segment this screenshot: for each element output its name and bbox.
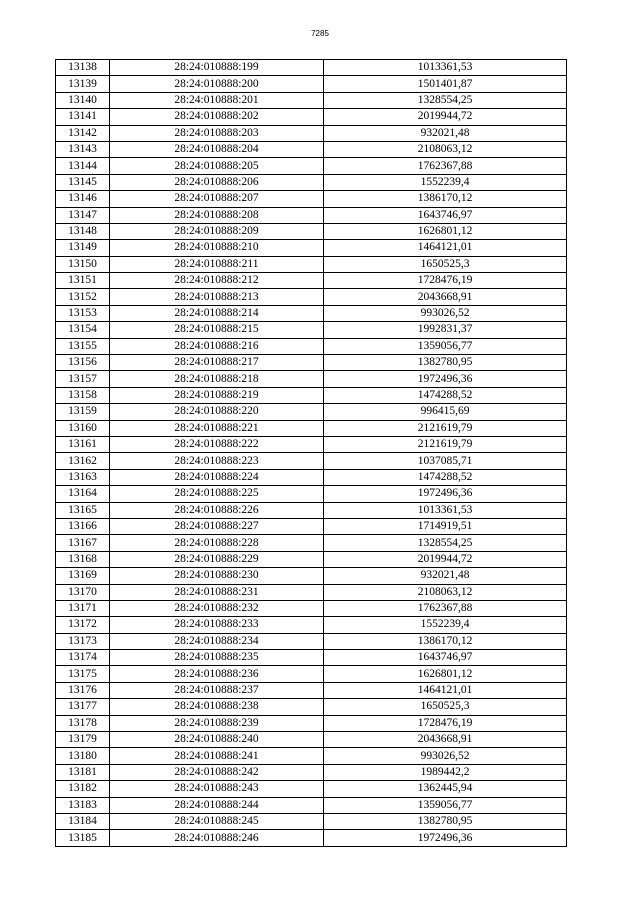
row-number-cell: 13159 [56, 404, 110, 420]
cadastral-number-cell: 28:24:010888:213 [110, 289, 324, 305]
cadastral-number-cell: 28:24:010888:200 [110, 76, 324, 92]
cadastral-number-cell: 28:24:010888:217 [110, 355, 324, 371]
row-number-cell: 13177 [56, 699, 110, 715]
table-row [56, 174, 567, 190]
cadastral-number-cell: 28:24:010888:205 [110, 158, 324, 174]
cadastral-number-cell: 28:24:010888:230 [110, 568, 324, 584]
value-cell: 1762367,88 [324, 600, 567, 616]
value-cell: 993026,52 [324, 305, 567, 321]
table-row [56, 60, 567, 76]
row-number-cell: 13166 [56, 518, 110, 534]
table-row [56, 486, 567, 502]
value-cell: 1362445,94 [324, 781, 567, 797]
row-number-cell: 13138 [56, 60, 110, 76]
row-number-cell: 13158 [56, 387, 110, 403]
value-cell: 1762367,88 [324, 158, 567, 174]
value-cell: 2121619,79 [324, 436, 567, 452]
value-cell: 1643746,97 [324, 650, 567, 666]
value-cell: 1972496,36 [324, 371, 567, 387]
page-number: 7285 [311, 29, 329, 38]
row-number-cell: 13154 [56, 322, 110, 338]
value-cell: 1037085,71 [324, 453, 567, 469]
table-row [56, 273, 567, 289]
table-row [56, 633, 567, 649]
cadastral-value-table [55, 59, 567, 847]
value-cell: 1626801,12 [324, 666, 567, 682]
cadastral-number-cell: 28:24:010888:235 [110, 650, 324, 666]
cadastral-number-cell: 28:24:010888:242 [110, 764, 324, 780]
value-cell: 1474288,52 [324, 469, 567, 485]
cadastral-number-cell: 28:24:010888:225 [110, 486, 324, 502]
row-number-cell: 13178 [56, 715, 110, 731]
value-cell: 1992831,37 [324, 322, 567, 338]
row-number-cell: 13175 [56, 666, 110, 682]
row-number-cell: 13147 [56, 207, 110, 223]
table-row [56, 109, 567, 125]
cadastral-number-cell: 28:24:010888:211 [110, 256, 324, 272]
row-number-cell: 13162 [56, 453, 110, 469]
table-row [56, 830, 567, 846]
cadastral-number-cell: 28:24:010888:245 [110, 813, 324, 829]
cadastral-number-cell: 28:24:010888:204 [110, 141, 324, 157]
table-row [56, 240, 567, 256]
table-row [56, 256, 567, 272]
row-number-cell: 13184 [56, 813, 110, 829]
cadastral-number-cell: 28:24:010888:212 [110, 273, 324, 289]
value-cell: 1552239,4 [324, 174, 567, 190]
table-row [56, 289, 567, 305]
table-row [56, 76, 567, 92]
row-number-cell: 13182 [56, 781, 110, 797]
table-row [56, 436, 567, 452]
row-number-cell: 13145 [56, 174, 110, 190]
cadastral-number-cell: 28:24:010888:216 [110, 338, 324, 354]
value-cell: 1474288,52 [324, 387, 567, 403]
cadastral-number-cell: 28:24:010888:240 [110, 732, 324, 748]
row-number-cell: 13169 [56, 568, 110, 584]
row-number-cell: 13140 [56, 92, 110, 108]
value-cell: 1386170,12 [324, 633, 567, 649]
value-cell: 1464121,01 [324, 240, 567, 256]
table-row [56, 600, 567, 616]
table-row [56, 748, 567, 764]
row-number-cell: 13171 [56, 600, 110, 616]
cadastral-number-cell: 28:24:010888:229 [110, 551, 324, 567]
cadastral-number-cell: 28:24:010888:220 [110, 404, 324, 420]
value-cell: 2043668,91 [324, 289, 567, 305]
row-number-cell: 13153 [56, 305, 110, 321]
value-cell: 2019944,72 [324, 109, 567, 125]
row-number-cell: 13170 [56, 584, 110, 600]
cadastral-number-cell: 28:24:010888:208 [110, 207, 324, 223]
cadastral-number-cell: 28:24:010888:232 [110, 600, 324, 616]
value-cell: 1714919,51 [324, 518, 567, 534]
value-cell: 1626801,12 [324, 223, 567, 239]
value-cell: 993026,52 [324, 748, 567, 764]
cadastral-number-cell: 28:24:010888:202 [110, 109, 324, 125]
cadastral-number-cell: 28:24:010888:214 [110, 305, 324, 321]
row-number-cell: 13180 [56, 748, 110, 764]
cadastral-number-cell: 28:24:010888:244 [110, 797, 324, 813]
cadastral-number-cell: 28:24:010888:224 [110, 469, 324, 485]
value-cell: 1386170,12 [324, 191, 567, 207]
value-cell: 1382780,95 [324, 813, 567, 829]
cadastral-number-cell: 28:24:010888:203 [110, 125, 324, 141]
row-number-cell: 13151 [56, 273, 110, 289]
row-number-cell: 13143 [56, 141, 110, 157]
value-cell: 1464121,01 [324, 682, 567, 698]
value-cell: 2108063,12 [324, 584, 567, 600]
row-number-cell: 13141 [56, 109, 110, 125]
row-number-cell: 13176 [56, 682, 110, 698]
cadastral-number-cell: 28:24:010888:201 [110, 92, 324, 108]
cadastral-number-cell: 28:24:010888:238 [110, 699, 324, 715]
cadastral-number-cell: 28:24:010888:241 [110, 748, 324, 764]
value-cell: 1643746,97 [324, 207, 567, 223]
table-row [56, 223, 567, 239]
cadastral-number-cell: 28:24:010888:209 [110, 223, 324, 239]
value-cell: 932021,48 [324, 568, 567, 584]
table-row [56, 666, 567, 682]
value-cell: 1328554,25 [324, 92, 567, 108]
table-body [56, 60, 567, 847]
table-row [56, 568, 567, 584]
cadastral-number-cell: 28:24:010888:239 [110, 715, 324, 731]
value-cell: 2108063,12 [324, 141, 567, 157]
table-row [56, 355, 567, 371]
cadastral-number-cell: 28:24:010888:221 [110, 420, 324, 436]
value-cell: 2121619,79 [324, 420, 567, 436]
cadastral-number-cell: 28:24:010888:222 [110, 436, 324, 452]
cadastral-number-cell: 28:24:010888:236 [110, 666, 324, 682]
value-cell: 1501401,87 [324, 76, 567, 92]
table-row [56, 535, 567, 551]
table-row [56, 781, 567, 797]
value-cell: 2043668,91 [324, 732, 567, 748]
table-row [56, 453, 567, 469]
row-number-cell: 13168 [56, 551, 110, 567]
row-number-cell: 13155 [56, 338, 110, 354]
row-number-cell: 13160 [56, 420, 110, 436]
row-number-cell: 13165 [56, 502, 110, 518]
cadastral-number-cell: 28:24:010888:215 [110, 322, 324, 338]
cadastral-number-cell: 28:24:010888:207 [110, 191, 324, 207]
row-number-cell: 13172 [56, 617, 110, 633]
table-row [56, 682, 567, 698]
row-number-cell: 13139 [56, 76, 110, 92]
table-row [56, 158, 567, 174]
value-cell: 1650525,3 [324, 699, 567, 715]
cadastral-number-cell: 28:24:010888:226 [110, 502, 324, 518]
row-number-cell: 13142 [56, 125, 110, 141]
value-cell: 1728476,19 [324, 715, 567, 731]
table-row [56, 92, 567, 108]
table-row [56, 699, 567, 715]
table-row [56, 764, 567, 780]
table-row [56, 207, 567, 223]
value-cell: 1013361,53 [324, 502, 567, 518]
value-cell: 932021,48 [324, 125, 567, 141]
row-number-cell: 13148 [56, 223, 110, 239]
row-number-cell: 13152 [56, 289, 110, 305]
row-number-cell: 13161 [56, 436, 110, 452]
cadastral-number-cell: 28:24:010888:233 [110, 617, 324, 633]
value-cell: 1359056,77 [324, 338, 567, 354]
table-row [56, 813, 567, 829]
value-cell: 1972496,36 [324, 486, 567, 502]
cadastral-number-cell: 28:24:010888:219 [110, 387, 324, 403]
row-number-cell: 13181 [56, 764, 110, 780]
table-row [56, 797, 567, 813]
row-number-cell: 13183 [56, 797, 110, 813]
row-number-cell: 13163 [56, 469, 110, 485]
cadastral-number-cell: 28:24:010888:231 [110, 584, 324, 600]
cadastral-number-cell: 28:24:010888:237 [110, 682, 324, 698]
cadastral-number-cell: 28:24:010888:210 [110, 240, 324, 256]
value-cell: 2019944,72 [324, 551, 567, 567]
cadastral-number-cell: 28:24:010888:223 [110, 453, 324, 469]
value-cell: 996415,69 [324, 404, 567, 420]
value-cell: 1972496,36 [324, 830, 567, 846]
row-number-cell: 13146 [56, 191, 110, 207]
row-number-cell: 13156 [56, 355, 110, 371]
table-row [56, 141, 567, 157]
cadastral-number-cell: 28:24:010888:199 [110, 60, 324, 76]
row-number-cell: 13157 [56, 371, 110, 387]
cadastral-number-cell: 28:24:010888:228 [110, 535, 324, 551]
cadastral-number-cell: 28:24:010888:206 [110, 174, 324, 190]
table-row [56, 305, 567, 321]
table-row [56, 322, 567, 338]
row-number-cell: 13150 [56, 256, 110, 272]
table-row [56, 469, 567, 485]
cadastral-number-cell: 28:24:010888:218 [110, 371, 324, 387]
table-row [56, 420, 567, 436]
table-row [56, 404, 567, 420]
table-row [56, 715, 567, 731]
table-row [56, 125, 567, 141]
cadastral-number-cell: 28:24:010888:246 [110, 830, 324, 846]
value-cell: 1013361,53 [324, 60, 567, 76]
table-row [56, 650, 567, 666]
value-cell: 1382780,95 [324, 355, 567, 371]
table-row [56, 551, 567, 567]
row-number-cell: 13167 [56, 535, 110, 551]
cadastral-number-cell: 28:24:010888:243 [110, 781, 324, 797]
table-row [56, 617, 567, 633]
cadastral-number-cell: 28:24:010888:227 [110, 518, 324, 534]
row-number-cell: 13185 [56, 830, 110, 846]
table-row [56, 518, 567, 534]
table-row [56, 191, 567, 207]
value-cell: 1359056,77 [324, 797, 567, 813]
row-number-cell: 13144 [56, 158, 110, 174]
table-row [56, 732, 567, 748]
value-cell: 1552239,4 [324, 617, 567, 633]
row-number-cell: 13173 [56, 633, 110, 649]
value-cell: 1989442,2 [324, 764, 567, 780]
table-row [56, 584, 567, 600]
row-number-cell: 13164 [56, 486, 110, 502]
row-number-cell: 13149 [56, 240, 110, 256]
table-row [56, 371, 567, 387]
table-row [56, 387, 567, 403]
row-number-cell: 13179 [56, 732, 110, 748]
value-cell: 1650525,3 [324, 256, 567, 272]
table-row [56, 338, 567, 354]
value-cell: 1728476,19 [324, 273, 567, 289]
row-number-cell: 13174 [56, 650, 110, 666]
value-cell: 1328554,25 [324, 535, 567, 551]
table-row [56, 502, 567, 518]
cadastral-number-cell: 28:24:010888:234 [110, 633, 324, 649]
